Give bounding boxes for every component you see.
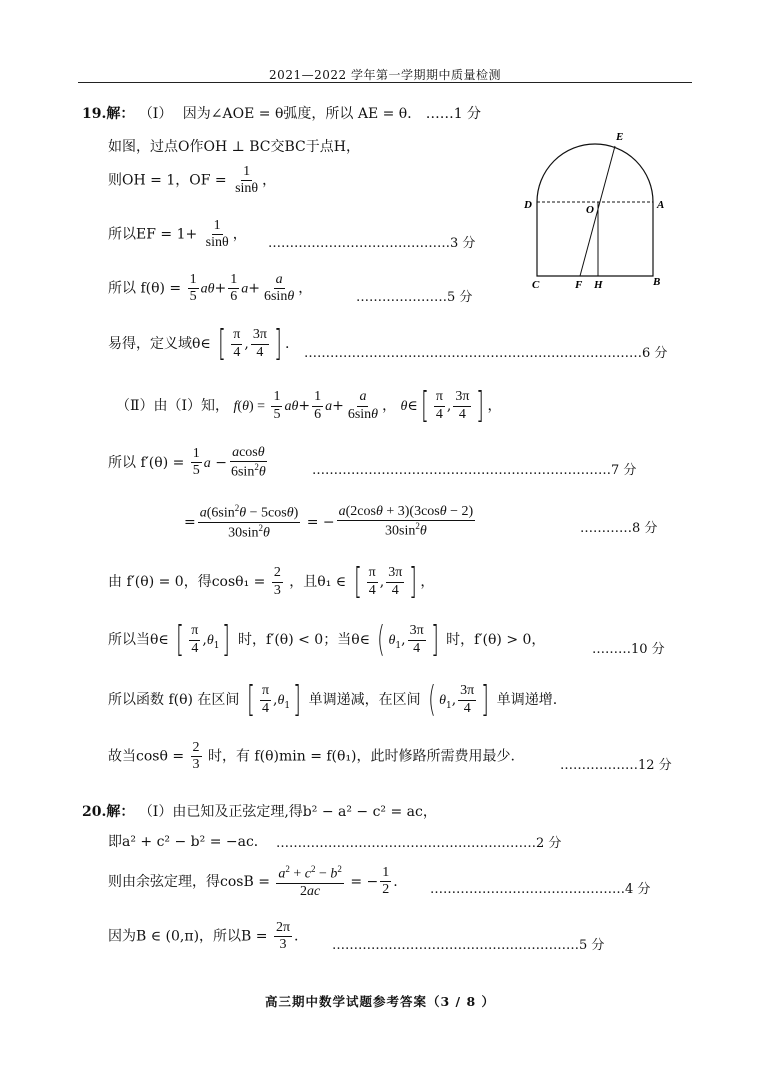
q19-line5-score: …………………5 分	[356, 290, 473, 305]
q19-number: 19.解：	[82, 106, 135, 122]
q19-line11-text: 所以当θ∈	[108, 632, 169, 648]
q19-line-1	[82, 103, 481, 123]
q19-line-3: 则OH = 1，OF = $\frac{1}{\sin\theta}$ ，	[108, 164, 277, 197]
figure-label-a: A	[657, 199, 665, 211]
figure-outline	[537, 144, 653, 276]
q19-line11-mid2: 时，f′(θ) > 0，	[446, 632, 546, 648]
q19-line-4: 所以EF = 1+ $\frac{1}{\sin\theta}$ ，	[108, 218, 247, 251]
q19-line10-text: 由 f′(θ) = 0，得cosθ₁ =	[108, 574, 266, 590]
q19-line12-post: 单调递增.	[496, 692, 558, 708]
figure-label-f: F	[575, 279, 583, 291]
fraction-1-over-sin-2: $\frac{1}{\sin\theta}$	[205, 218, 229, 251]
q20-line4-text: 因为B ∈ (0,π)，所以B =	[108, 928, 268, 945]
q19-line4-score: ……………………………………3 分	[268, 236, 476, 251]
q19-line1-text: 因为∠AOE = θ弧度，所以 AE = θ．	[182, 106, 422, 122]
q19-part1-label: （Ⅰ）	[138, 106, 173, 122]
q19-line4-text: 所以EF = 1+	[108, 226, 198, 243]
figure-label-e: E	[616, 131, 624, 143]
q19-line11-score: ………10 分	[592, 642, 665, 657]
figure-label-d: D	[524, 199, 532, 211]
page-footer: 高三期中数学试题参考答案（3 / 8 ）	[264, 994, 496, 1009]
q19-line-12: 所以函数 f(θ) 在区间 [ $\frac{\pi}{4}$ $,\theta_1$] 单调递减，在区间 ( $\theta_1$, $\frac{3\pi}{4}$ ] 单调递增.	[108, 679, 558, 720]
q19-line8-score: ……………………………………………………………7 分	[312, 463, 637, 478]
q19-line6-score: ……………………………………………………………………6 分	[304, 346, 668, 361]
q20-line-1	[82, 801, 437, 821]
semicircle-figure	[520, 128, 670, 293]
q19-line-13: 故当cosθ = $\frac{2}{3}$ 时，有 f(θ)min = f(θ₁)，此时修路所需费用最少.	[108, 740, 515, 773]
q20-line3-score: ………………………………………4 分	[430, 882, 651, 897]
q19-line13-post: 时，有 f(θ)min = f(θ₁)，此时修路所需费用最少.	[207, 748, 515, 765]
q19-line-9: = $\frac{a(6\sin^2\theta - 5\cos\theta)}{30\sin^2\theta}$ = − $\frac{a(2\cos\theta + 3)(3\cos\theta - 2)}{30\sin^2\theta}$	[184, 503, 474, 541]
q19-line10-mid: ，且θ₁ ∈	[289, 574, 347, 590]
page-header: 2021—2022 学年第一学期期中质量检测	[269, 68, 501, 82]
q19-part2-text: （Ⅱ）由（Ⅰ）知，	[116, 398, 230, 414]
q19-line12-mid: 单调递减，在区间	[308, 692, 421, 708]
q19-line6-text: 易得，定义域θ∈	[108, 336, 211, 352]
fraction-1-over-sin: $\frac{1}{\sin\theta}$	[235, 164, 259, 197]
q19-line-10: 由 f′(θ) = 0，得cosθ₁ = $\frac{2}{3}$ ，且θ₁ ∈ [ $\frac{\pi}{4}$ , $\frac{3\pi}{4}$ ] ，	[108, 561, 435, 602]
q20-line2-score: ……………………………………………………2 分	[276, 836, 562, 851]
figure-label-b: B	[653, 276, 661, 288]
q19-line1-score: ……1 分	[425, 106, 482, 122]
q20-line4-score: …………………………………………………5 分	[332, 938, 605, 953]
figure-label-c: C	[532, 279, 540, 291]
q19-line13-score: ………………12 分	[560, 758, 672, 773]
q20-line1-text: （Ⅰ）由已知及正弦定理,得b² − a² − c² = ac，	[138, 804, 437, 820]
q19-line5-text: 所以 f(θ) =	[108, 280, 182, 297]
q19-line13-text: 故当cosθ =	[108, 748, 185, 765]
q19-line-8: 所以 f′(θ) = $\frac{1}{5}$ a − $\frac{acos\theta}{6\sin^2\theta}$	[108, 445, 266, 480]
q20-line3-text: 则由余弦定理，得cosB =	[108, 873, 270, 890]
q19-line-11: 所以当θ∈ [ $\frac{\pi}{4}$ $,\theta_1$] 时，f′(θ) < 0；当θ∈ ( $\theta_1$, $\frac{3\pi}{4}$ ] 时，f′(θ) > 0，	[108, 619, 546, 660]
q20-number: 20.解：	[82, 804, 135, 820]
header-rule	[78, 82, 692, 83]
q19-line-7: （Ⅱ）由（Ⅰ）知， f(θ) = $\frac{1}{5}$ aθ+ $\frac{1}{6}$ a+ $\frac{a}{6\sin\theta}$ ， θ∈[ $\frac{\pi}{4}$ , $\frac{3\pi}{4}$ ] ，	[116, 385, 502, 426]
q19-line9-score: …………8 分	[580, 521, 658, 536]
q19-line-5: 所以 f(θ) = $\frac{1}{5}$ aθ+ $\frac{1}{6}$ a+ $\frac{a}{6\sin\theta}$ ，	[108, 272, 313, 305]
q19-line-2: 如图，过点O作OH ⊥ BC交BC于点H，	[108, 139, 360, 155]
q19-line8-text: 所以 f′(θ) =	[108, 454, 185, 471]
figure-label-o: O	[586, 204, 594, 216]
figure-label-h: H	[594, 279, 603, 291]
q20-line-2	[108, 831, 268, 851]
q19-line-6: 易得，定义域θ∈ [ $\frac{\pi}{4}$ , $\frac{3\pi}{4}$ ] .	[108, 323, 290, 364]
q19-line11-mid1: 时，f′(θ) < 0；当θ∈	[237, 632, 370, 648]
q19-line12-text: 所以函数 f(θ) 在区间	[108, 692, 240, 708]
q20-line-4: 因为B ∈ (0,π)，所以B = $\frac{2\pi}{3}$ .	[108, 920, 299, 953]
q20-line-3: 则由余弦定理，得cosB = $\frac{a^2 + c^2 - b^2}{2ac}$ = − $\frac{1}{2}$ .	[108, 864, 398, 899]
q20-line2-text: 即a² + c² − b² = −ac．	[108, 834, 268, 850]
q19-line3-text: 则OH = 1，OF =	[108, 172, 227, 189]
